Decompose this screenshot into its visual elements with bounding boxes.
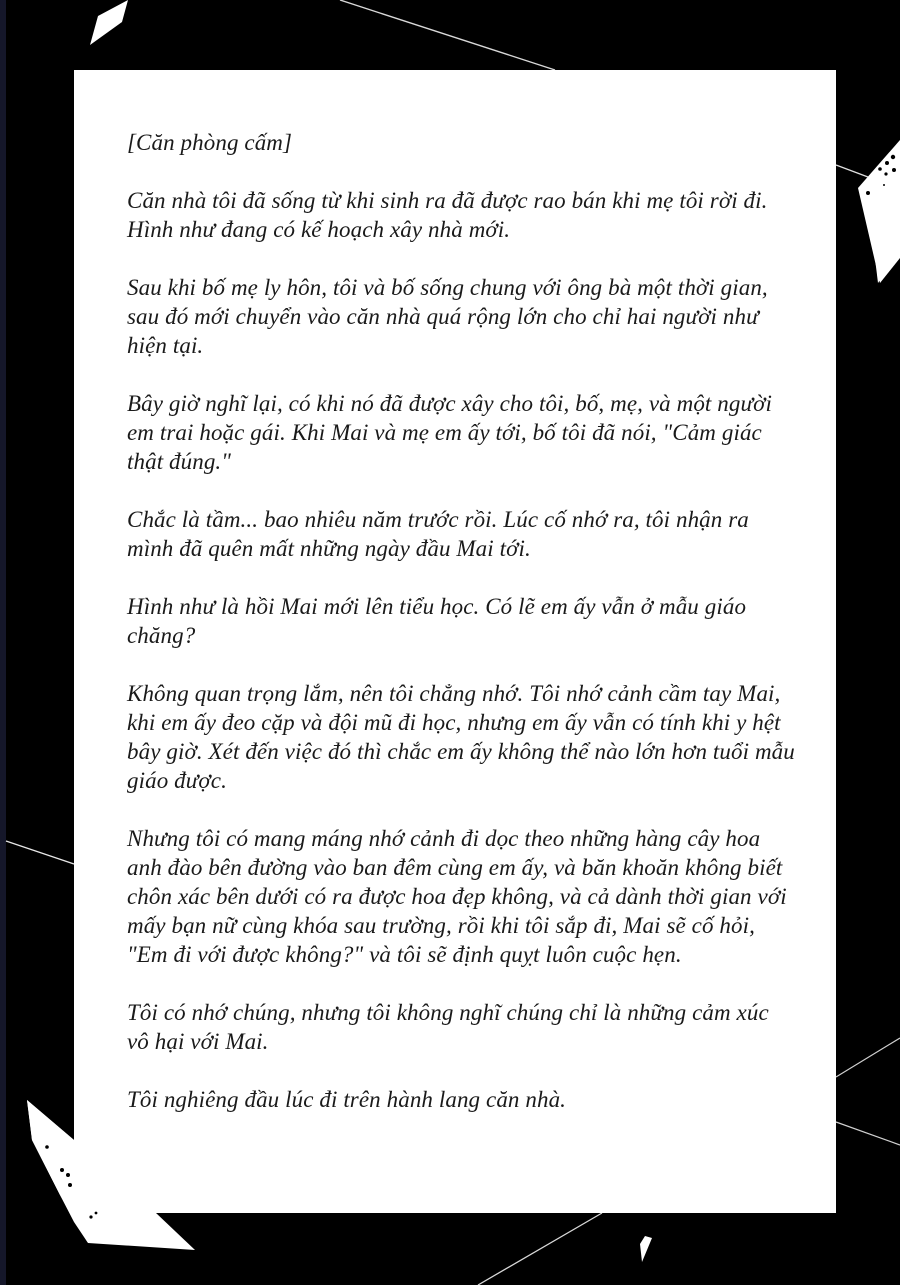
paragraph-8: Tôi có nhớ chúng, nhưng tôi không nghĩ chúng chỉ là những cảm xúc vô hại với Mai. xyxy=(127,1000,769,1054)
paragraph-2: Sau khi bố mẹ ly hôn, tôi và bố sống chung với ông bà một thời gian, sau đó mới chuyển vào căn nhà quá rộng lớn cho chỉ hai người như hiện tại. xyxy=(127,275,768,358)
paragraph-9: Tôi nghiêng đầu lúc đi trên hành lang căn nhà. xyxy=(127,1087,567,1112)
document-body xyxy=(127,128,795,1143)
paragraph-1: Căn nhà tôi đã sống từ khi sinh ra đã được rao bán khi mẹ tôi rời đi. Hình như đang có kế hoạch xây nhà mới. xyxy=(127,188,768,242)
document-page xyxy=(74,70,836,1213)
paragraph-7: Nhưng tôi có mang máng nhớ cảnh đi dọc theo những hàng cây hoa anh đào bên đường vào ban đêm cùng em ấy, và băn khoăn không biết chôn xác bên dưới có ra được hoa đẹp không, và cả dành thời gian với mấy bạn nữ cùng khóa sau trường, rồi khi tôi sắp đi, Mai sẽ cố hỏi, "Em đi với được không?" và tôi sẽ định quỵt luôn cuộc hẹn. xyxy=(127,826,787,967)
line-right-lower-a xyxy=(836,1038,900,1077)
line-right-upper xyxy=(836,165,868,177)
line-bottom-diagonal xyxy=(478,1213,602,1285)
document-title: [Căn phòng cấm] xyxy=(127,130,293,155)
shard-right-dotted xyxy=(858,140,900,283)
shard-bottom-small xyxy=(640,1236,652,1262)
line-left-mid xyxy=(6,841,74,864)
paragraph-3: Bây giờ nghĩ lại, có khi nó đã được xây cho tôi, bố, mẹ, và một người em trai hoặc gái. Khi Mai và mẹ em ấy tới, bố tôi đã nói, "Cảm giác thật đúng." xyxy=(127,391,772,474)
paragraph-5: Hình như là hồi Mai mới lên tiểu học. Có lẽ em ấy vẫn ở mẫu giáo chăng? xyxy=(127,594,747,648)
shard-top-left xyxy=(90,0,128,45)
paragraph-6: Không quan trọng lắm, nên tôi chẳng nhớ. Tôi nhớ cảnh cầm tay Mai, khi em ấy đeo cặp và đội mũ đi học, nhưng em ấy vẫn có tính khi y hệt bây giờ. Xét đến việc đó thì chắc em ấy không thể nào lớn hơn tuổi mẫu giáo được. xyxy=(127,681,795,793)
line-top-diagonal xyxy=(340,0,555,70)
paragraph-4: Chắc là tầm... bao nhiêu năm trước rồi. Lúc cố nhớ ra, tôi nhận ra mình đã quên mất những ngày đầu Mai tới. xyxy=(127,507,749,561)
line-right-lower-b xyxy=(836,1122,900,1145)
